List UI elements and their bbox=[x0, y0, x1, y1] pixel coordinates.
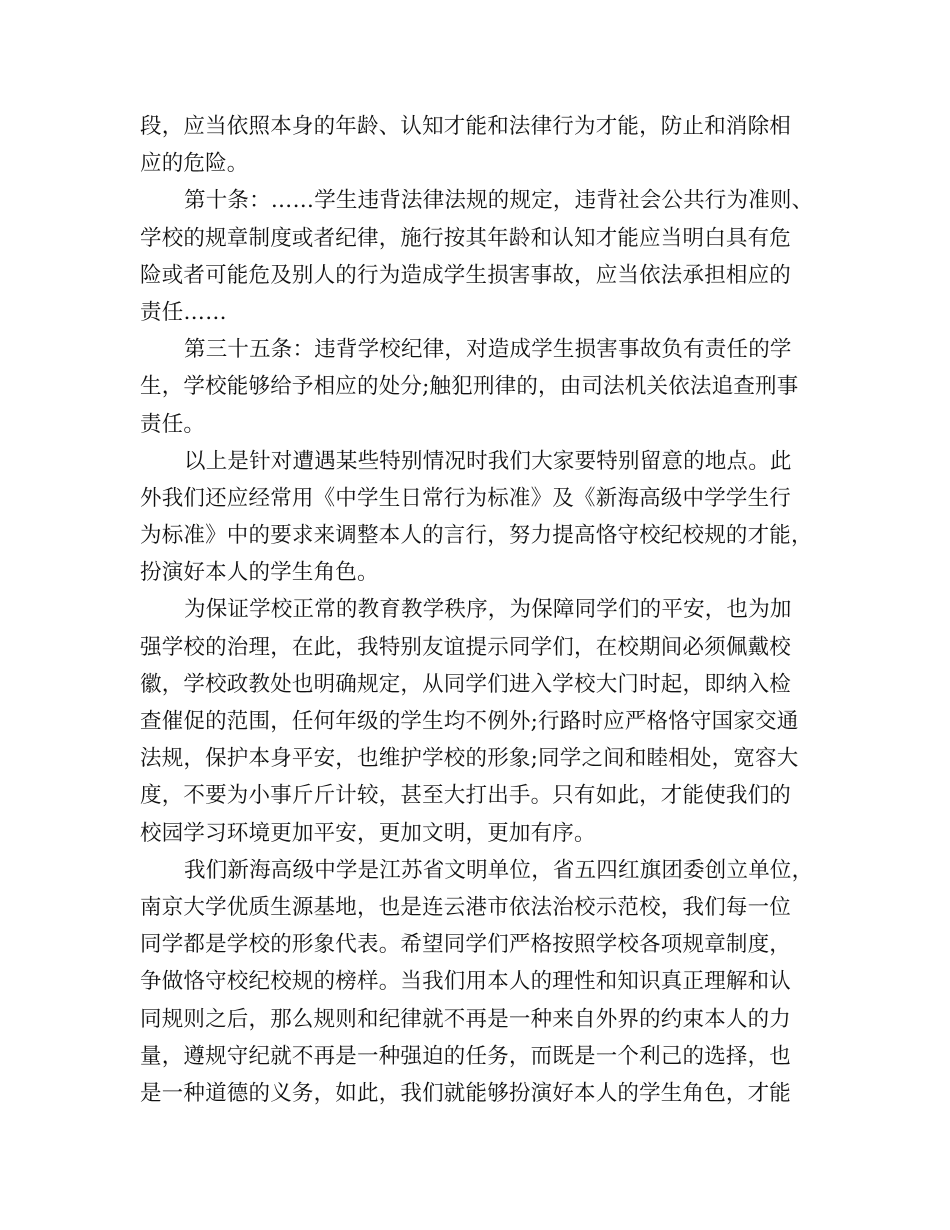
text-line: 校园学习环境更加平安，更加文明，更加有序。 bbox=[140, 820, 596, 846]
text-line: 量，遵规守纪就不再是一种强迫的任务，而既是一个利己的选择，也 bbox=[140, 1043, 792, 1069]
text-line: 生，学校能够给予相应的处分;触犯刑律的，由司法机关依法追查刑事 bbox=[140, 374, 799, 400]
text-line: 扮演好本人的学生角色。 bbox=[140, 560, 379, 586]
text-line: 险或者可能危及别人的行为造成学生损害事故，应当依法承担相应的 bbox=[140, 262, 792, 288]
text-line: 责任…… bbox=[140, 299, 227, 325]
text-line: 责任。 bbox=[140, 411, 206, 437]
text-line: 以上是针对遭遇某些特别情况时我们大家要特别留意的地点。此 bbox=[184, 448, 792, 474]
text-line: 是一种道德的义务，如此，我们就能够扮演好本人的学生角色，才能 bbox=[140, 1080, 792, 1106]
text-line: 我们新海高级中学是江苏省文明单位，省五四红旗团委创立单位， bbox=[184, 857, 814, 883]
text-line: 争做恪守校纪校规的榜样。当我们用本人的理性和知识真正理解和认 bbox=[140, 969, 792, 995]
text-line: 同学都是学校的形象代表。希望同学们严格按照学校各项规章制度， bbox=[140, 932, 792, 958]
text-line: 第十条：……学生违背法律法规的规定，违背社会公共行为准则、 bbox=[184, 188, 814, 214]
text-line: 外我们还应经常用《中学生日常行为标准》及《新海高级中学学生行 bbox=[140, 485, 792, 511]
text-line: 为标准》中的要求来调整本人的言行，努力提高恪守校纪校规的才能， bbox=[140, 523, 813, 549]
text-line: 南京大学优质生源基地，也是连云港市依法治校示范校，我们每一位 bbox=[140, 894, 792, 920]
text-line: 同规则之后，那么规则和纪律就不再是一种来自外界的约束本人的力 bbox=[140, 1006, 792, 1032]
text-line: 查催促的范围，任何年级的学生均不例外;行路时应严格恪守国家交通 bbox=[140, 709, 799, 734]
text-line: 学校的规章制度或者纪律，施行按其年龄和认知才能应当明白具有危 bbox=[140, 225, 792, 251]
text-line: 强学校的治理，在此，我特别友谊提示同学们，在校期间必须佩戴校 bbox=[140, 634, 792, 660]
text-line: 第三十五条：违背学校纪律，对造成学生损害事故负有责任的学 bbox=[184, 337, 792, 363]
text-line: 应的危险。 bbox=[140, 151, 249, 177]
text-line: 度，不要为小事斤斤计较，甚至大打出手。只有如此，才能使我们的 bbox=[140, 783, 792, 809]
text-line: 为保证学校正常的教育教学秩序，为保障同学们的平安，也为加 bbox=[184, 597, 792, 623]
text-line: 段，应当依照本身的年龄、认知才能和法律行为才能，防止和消除相 bbox=[140, 114, 792, 139]
body-text bbox=[140, 108, 840, 1112]
text-line: 法规，保护本身平安，也维护学校的形象;同学之间和睦相处，宽容大 bbox=[140, 746, 799, 772]
text-line: 徽，学校政教处也明确规定，从同学们进入学校大门时起，即纳入检 bbox=[140, 671, 792, 697]
